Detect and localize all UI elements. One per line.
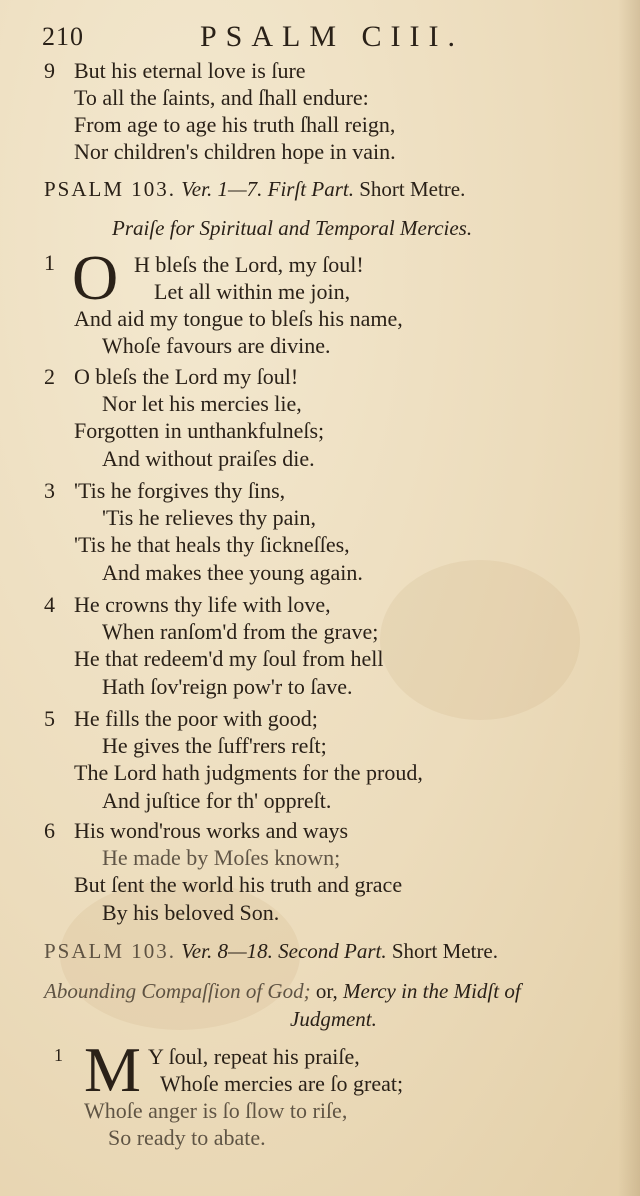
verse-line: 'Tis he that heals thy ſickneſſes, bbox=[74, 532, 350, 557]
psalm-subtitle bbox=[44, 978, 521, 1004]
verse-line: Nor let his mercies lie, bbox=[102, 391, 302, 416]
running-title: PSALM CIII. bbox=[200, 20, 465, 53]
verse-line: O bleſs the Lord my ſoul! bbox=[74, 364, 299, 389]
stanza-number: 6 bbox=[44, 818, 55, 843]
verse-line: Y ſoul, repeat his praiſe, bbox=[148, 1044, 360, 1069]
page-edge-shadow bbox=[618, 0, 640, 1196]
verse-line: When ranſom'd from the grave; bbox=[102, 619, 379, 644]
verse-line: Whoſe favours are divine. bbox=[102, 333, 331, 358]
psalm-subtitle-continued: Judgment. bbox=[290, 1007, 377, 1031]
drop-cap: O bbox=[72, 242, 119, 313]
verse-line: He that redeem'd my ſoul from hell bbox=[74, 646, 384, 671]
verse-line: So ready to abate. bbox=[108, 1125, 266, 1150]
subtitle-part-b: Mercy in the Midſt of bbox=[343, 979, 521, 1003]
verse-line: Forgotten in unthankfulneſs; bbox=[74, 418, 325, 443]
heading-psalm: PSALM 103. bbox=[44, 939, 177, 963]
verse-line: 'Tis he forgives thy ſins, bbox=[74, 478, 286, 503]
heading-metre: Short Metre. bbox=[391, 939, 499, 963]
drop-cap: M bbox=[84, 1034, 141, 1105]
verse-line: And without praiſes die. bbox=[102, 446, 315, 471]
verse-line: His wond'rous works and ways bbox=[74, 818, 349, 843]
verse-line: By his beloved Son. bbox=[102, 900, 280, 925]
verse-line: To all the ſaints, and ſhall endure: bbox=[74, 85, 369, 110]
heading-psalm: PSALM 103. bbox=[44, 177, 177, 201]
stanza-number: 1 bbox=[44, 250, 55, 275]
verse-line: 'Tis he relieves thy pain, bbox=[102, 505, 316, 530]
verse-line: And aid my tongue to bleſs his name, bbox=[74, 306, 403, 331]
heading-metre: Short Metre. bbox=[359, 177, 466, 201]
psalm-subtitle: Praiſe for Spiritual and Temporal Mercies. bbox=[112, 216, 473, 240]
subtitle-part-a: Abounding Compaſſion of God; bbox=[44, 979, 311, 1003]
stanza-number: 1 bbox=[54, 1045, 63, 1065]
verse-line: From age to age his truth ſhall reign, bbox=[74, 112, 396, 137]
verse-line: Hath ſov'reign pow'r to ſave. bbox=[102, 674, 353, 699]
stanza-number: 3 bbox=[44, 478, 55, 503]
verse-line: And juſtice for th' oppreſt. bbox=[102, 788, 332, 813]
verse-line: And makes thee young again. bbox=[102, 560, 363, 585]
verse-line: He made by Moſes known; bbox=[102, 845, 341, 870]
verse-line: Let all within me join, bbox=[154, 279, 351, 304]
verse-line: Whoſe mercies are ſo great; bbox=[160, 1071, 404, 1096]
stanza-number: 4 bbox=[44, 592, 55, 617]
verse-line: But his eternal love is ſure bbox=[74, 58, 306, 83]
stanza-number: 2 bbox=[44, 364, 55, 389]
verse-line: H bleſs the Lord, my ſoul! bbox=[134, 252, 364, 277]
psalm-heading bbox=[44, 176, 465, 202]
verse-line: He fills the poor with good; bbox=[74, 706, 318, 731]
page-number: 210 bbox=[42, 22, 84, 51]
heading-part: Firſt Part. bbox=[267, 177, 354, 201]
verse-line: But ſent the world his truth and grace bbox=[74, 872, 403, 897]
verse-line: He gives the ſuff'rers reſt; bbox=[102, 733, 327, 758]
heading-part: Second Part. bbox=[278, 939, 387, 963]
verse-line: Nor children's children hope in vain. bbox=[74, 139, 396, 164]
stanza-number: 5 bbox=[44, 706, 55, 731]
paper-stain bbox=[380, 560, 580, 720]
heading-verse: Ver. 1—7. bbox=[181, 177, 263, 201]
heading-verse: Ver. 8—18. bbox=[181, 939, 273, 963]
verse-line: He crowns thy life with love, bbox=[74, 592, 331, 617]
verse-line: Whoſe anger is ſo ſlow to riſe, bbox=[84, 1098, 348, 1123]
stanza-number: 9 bbox=[44, 58, 55, 83]
verse-line: The Lord hath judgments for the proud, bbox=[74, 760, 423, 785]
page-header bbox=[42, 18, 602, 54]
subtitle-or: or, bbox=[315, 979, 338, 1003]
psalm-heading bbox=[44, 938, 498, 964]
